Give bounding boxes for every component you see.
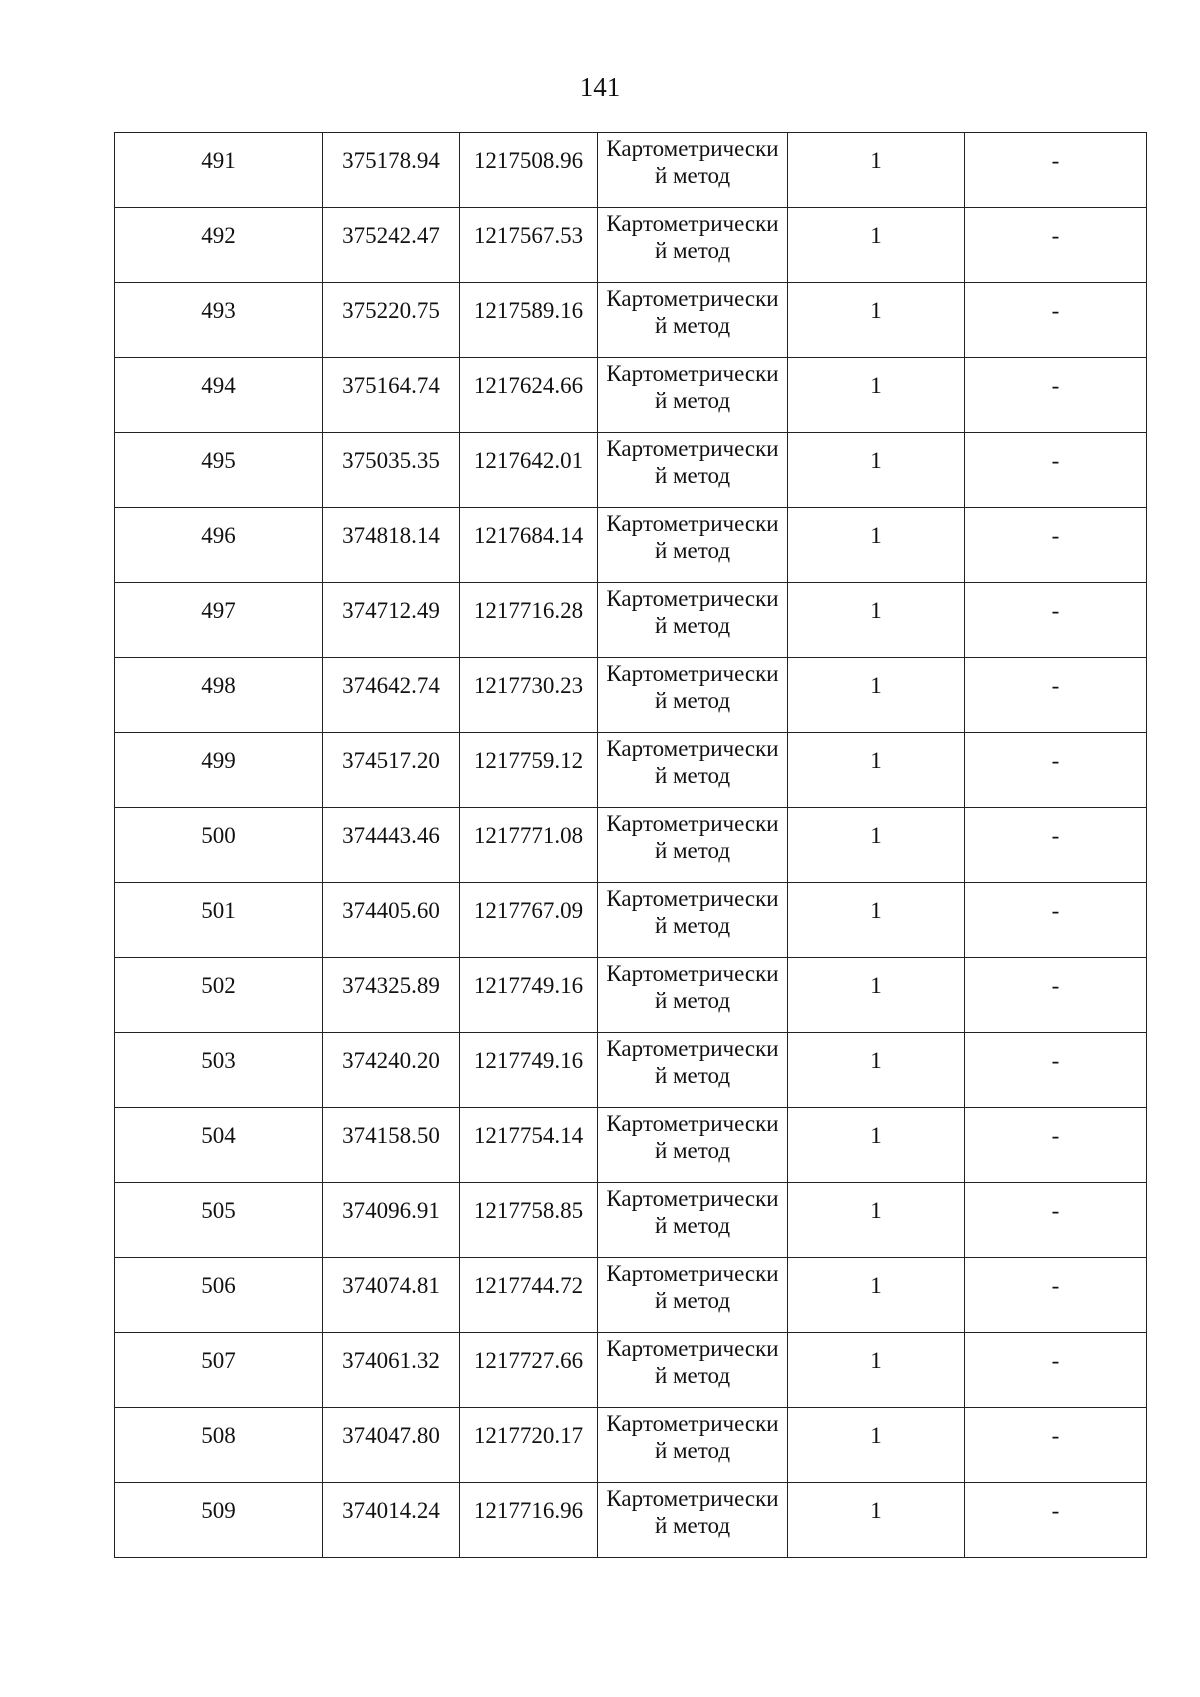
x-coordinate-cell	[323, 208, 460, 283]
note-cell-text: -	[1051, 598, 1060, 623]
x-coordinate-cell	[323, 883, 460, 958]
y-coordinate-cell	[460, 433, 598, 508]
method-line-2: й метод	[654, 688, 731, 713]
method-cell	[598, 283, 788, 358]
point-number-cell	[115, 1483, 323, 1558]
method-text	[598, 433, 787, 489]
method-text	[598, 1033, 787, 1089]
y-coordinate-cell-text: 1217589.16	[473, 298, 584, 323]
accuracy-cell	[788, 1408, 965, 1483]
x-coordinate-cell	[323, 1258, 460, 1333]
point-number-cell-text: 496	[201, 523, 236, 548]
method-line-2: й метод	[654, 163, 731, 188]
method-cell	[598, 133, 788, 208]
x-coordinate-cell-text: 374061.32	[342, 1348, 440, 1373]
method-line-1: Картометрически	[606, 586, 779, 611]
point-number-cell	[115, 1108, 323, 1183]
point-number-cell	[115, 583, 323, 658]
accuracy-cell-text: 1	[870, 1423, 882, 1448]
table-row	[115, 358, 1147, 433]
y-coordinate-cell-text: 1217744.72	[473, 1273, 584, 1298]
point-number-cell-text: 497	[201, 598, 236, 623]
note-cell	[965, 883, 1147, 958]
y-coordinate-cell	[460, 658, 598, 733]
point-number-cell	[115, 283, 323, 358]
accuracy-cell-text: 1	[870, 1198, 882, 1223]
point-number-cell-text: 492	[201, 223, 236, 248]
method-text	[598, 958, 787, 1014]
note-cell-text: -	[1051, 1498, 1060, 1523]
note-cell-text: -	[1051, 1273, 1060, 1298]
accuracy-cell	[788, 208, 965, 283]
note-cell-text: -	[1051, 823, 1060, 848]
table-row	[115, 1258, 1147, 1333]
method-line-1: Картометрически	[606, 286, 779, 311]
method-text	[598, 208, 787, 264]
note-cell-text: -	[1051, 1198, 1060, 1223]
y-coordinate-cell-text: 1217716.96	[473, 1498, 584, 1523]
accuracy-cell-text: 1	[870, 673, 882, 698]
y-coordinate-cell-text: 1217642.01	[473, 448, 584, 473]
y-coordinate-cell-text: 1217754.14	[473, 1123, 584, 1148]
y-coordinate-cell	[460, 733, 598, 808]
point-number-cell-text: 504	[201, 1123, 236, 1148]
point-number-cell	[115, 358, 323, 433]
table-row	[115, 808, 1147, 883]
note-cell-text: -	[1051, 523, 1060, 548]
accuracy-cell	[788, 583, 965, 658]
method-cell	[598, 583, 788, 658]
point-number-cell	[115, 208, 323, 283]
table-row	[115, 733, 1147, 808]
method-cell	[598, 433, 788, 508]
x-coordinate-cell-text: 374405.60	[342, 898, 440, 923]
y-coordinate-cell-text: 1217771.08	[473, 823, 584, 848]
note-cell	[965, 658, 1147, 733]
x-coordinate-cell-text: 374712.49	[342, 598, 440, 623]
method-text	[598, 1258, 787, 1314]
x-coordinate-cell	[323, 433, 460, 508]
point-number-cell	[115, 433, 323, 508]
method-cell	[598, 1333, 788, 1408]
point-number-cell	[115, 808, 323, 883]
accuracy-cell-text: 1	[870, 373, 882, 398]
point-number-cell	[115, 1183, 323, 1258]
note-cell-text: -	[1051, 1048, 1060, 1073]
x-coordinate-cell-text: 375164.74	[342, 373, 440, 398]
method-cell	[598, 1408, 788, 1483]
accuracy-cell	[788, 733, 965, 808]
y-coordinate-cell-text: 1217624.66	[473, 373, 584, 398]
y-coordinate-cell-text: 1217684.14	[473, 523, 584, 548]
y-coordinate-cell	[460, 1408, 598, 1483]
point-number-cell-text: 493	[201, 298, 236, 323]
method-cell	[598, 733, 788, 808]
method-cell	[598, 1108, 788, 1183]
x-coordinate-cell-text: 374158.50	[342, 1123, 440, 1148]
accuracy-cell-text: 1	[870, 598, 882, 623]
point-number-cell-text: 498	[201, 673, 236, 698]
point-number-cell-text: 506	[201, 1273, 236, 1298]
note-cell	[965, 1258, 1147, 1333]
method-text	[598, 133, 787, 189]
point-number-cell-text: 500	[201, 823, 236, 848]
point-number-cell-text: 494	[201, 373, 236, 398]
accuracy-cell	[788, 1108, 965, 1183]
accuracy-cell-text: 1	[870, 448, 882, 473]
x-coordinate-cell	[323, 1183, 460, 1258]
note-cell	[965, 433, 1147, 508]
method-cell	[598, 883, 788, 958]
x-coordinate-cell-text: 374074.81	[342, 1273, 440, 1298]
x-coordinate-cell	[323, 283, 460, 358]
x-coordinate-cell-text: 374240.20	[342, 1048, 440, 1073]
y-coordinate-cell-text: 1217758.85	[473, 1198, 584, 1223]
method-text	[598, 658, 787, 714]
x-coordinate-cell	[323, 658, 460, 733]
y-coordinate-cell	[460, 583, 598, 658]
method-cell	[598, 1033, 788, 1108]
note-cell	[965, 733, 1147, 808]
x-coordinate-cell-text: 374818.14	[342, 523, 440, 548]
note-cell	[965, 1033, 1147, 1108]
table-row	[115, 283, 1147, 358]
method-line-1: Картометрически	[606, 436, 779, 461]
table-row	[115, 208, 1147, 283]
x-coordinate-cell-text: 375178.94	[342, 148, 440, 173]
table-row	[115, 1033, 1147, 1108]
point-number-cell	[115, 1258, 323, 1333]
x-coordinate-cell	[323, 733, 460, 808]
accuracy-cell	[788, 433, 965, 508]
accuracy-cell	[788, 1333, 965, 1408]
y-coordinate-cell	[460, 1108, 598, 1183]
y-coordinate-cell-text: 1217567.53	[473, 223, 584, 248]
x-coordinate-cell-text: 374443.46	[342, 823, 440, 848]
method-line-2: й метод	[654, 1363, 731, 1388]
y-coordinate-cell	[460, 133, 598, 208]
table-row	[115, 1483, 1147, 1558]
method-text	[598, 508, 787, 564]
note-cell	[965, 1333, 1147, 1408]
method-text	[598, 1408, 787, 1464]
table-row	[115, 1108, 1147, 1183]
point-number-cell	[115, 733, 323, 808]
point-number-cell-text: 495	[201, 448, 236, 473]
x-coordinate-cell-text: 375242.47	[342, 223, 440, 248]
point-number-cell-text: 501	[201, 898, 236, 923]
point-number-cell-text: 509	[201, 1498, 236, 1523]
coordinates-table	[114, 132, 1147, 1558]
x-coordinate-cell-text: 374642.74	[342, 673, 440, 698]
y-coordinate-cell	[460, 1183, 598, 1258]
method-line-1: Картометрически	[606, 1261, 779, 1286]
method-cell	[598, 1483, 788, 1558]
x-coordinate-cell	[323, 808, 460, 883]
accuracy-cell-text: 1	[870, 1123, 882, 1148]
point-number-cell	[115, 883, 323, 958]
accuracy-cell	[788, 958, 965, 1033]
accuracy-cell	[788, 508, 965, 583]
x-coordinate-cell-text: 375220.75	[342, 298, 440, 323]
accuracy-cell-text: 1	[870, 298, 882, 323]
accuracy-cell-text: 1	[870, 973, 882, 998]
accuracy-cell	[788, 808, 965, 883]
note-cell	[965, 1408, 1147, 1483]
note-cell-text: -	[1051, 298, 1060, 323]
note-cell	[965, 1183, 1147, 1258]
y-coordinate-cell	[460, 358, 598, 433]
table-row	[115, 1183, 1147, 1258]
y-coordinate-cell	[460, 883, 598, 958]
method-text	[598, 583, 787, 639]
method-line-1: Картометрически	[606, 886, 779, 911]
coordinates-table-body	[115, 133, 1147, 1558]
note-cell	[965, 283, 1147, 358]
method-line-2: й метод	[654, 1513, 731, 1538]
accuracy-cell	[788, 358, 965, 433]
x-coordinate-cell-text: 374047.80	[342, 1423, 440, 1448]
x-coordinate-cell-text: 375035.35	[342, 448, 440, 473]
table-row	[115, 1333, 1147, 1408]
y-coordinate-cell	[460, 283, 598, 358]
method-line-2: й метод	[654, 838, 731, 863]
note-cell	[965, 808, 1147, 883]
method-cell	[598, 958, 788, 1033]
note-cell-text: -	[1051, 223, 1060, 248]
y-coordinate-cell-text: 1217759.12	[473, 748, 584, 773]
note-cell-text: -	[1051, 448, 1060, 473]
note-cell-text: -	[1051, 973, 1060, 998]
y-coordinate-cell	[460, 208, 598, 283]
method-line-2: й метод	[654, 463, 731, 488]
note-cell-text: -	[1051, 898, 1060, 923]
method-line-2: й метод	[654, 763, 731, 788]
y-coordinate-cell-text: 1217727.66	[473, 1348, 584, 1373]
point-number-cell	[115, 1333, 323, 1408]
x-coordinate-cell	[323, 1108, 460, 1183]
accuracy-cell-text: 1	[870, 148, 882, 173]
method-text	[598, 883, 787, 939]
y-coordinate-cell	[460, 1483, 598, 1558]
method-line-2: й метод	[654, 913, 731, 938]
accuracy-cell	[788, 1183, 965, 1258]
table-row	[115, 433, 1147, 508]
table-row	[115, 508, 1147, 583]
table-row	[115, 658, 1147, 733]
note-cell-text: -	[1051, 673, 1060, 698]
x-coordinate-cell	[323, 583, 460, 658]
point-number-cell	[115, 958, 323, 1033]
accuracy-cell-text: 1	[870, 1498, 882, 1523]
x-coordinate-cell	[323, 358, 460, 433]
accuracy-cell-text: 1	[870, 1273, 882, 1298]
method-line-1: Картометрически	[606, 511, 779, 536]
note-cell-text: -	[1051, 748, 1060, 773]
accuracy-cell-text: 1	[870, 898, 882, 923]
x-coordinate-cell-text: 374517.20	[342, 748, 440, 773]
accuracy-cell	[788, 658, 965, 733]
y-coordinate-cell	[460, 1258, 598, 1333]
method-line-2: й метод	[654, 1138, 731, 1163]
method-cell	[598, 658, 788, 733]
x-coordinate-cell	[323, 1033, 460, 1108]
method-line-1: Картометрически	[606, 1486, 779, 1511]
method-cell	[598, 208, 788, 283]
accuracy-cell-text: 1	[870, 823, 882, 848]
method-line-2: й метод	[654, 988, 731, 1013]
point-number-cell	[115, 1408, 323, 1483]
point-number-cell-text: 505	[201, 1198, 236, 1223]
note-cell	[965, 1483, 1147, 1558]
x-coordinate-cell-text: 374096.91	[342, 1198, 440, 1223]
x-coordinate-cell	[323, 133, 460, 208]
point-number-cell-text: 508	[201, 1423, 236, 1448]
point-number-cell-text: 503	[201, 1048, 236, 1073]
method-line-1: Картометрически	[606, 1411, 779, 1436]
table-row	[115, 133, 1147, 208]
method-line-2: й метод	[654, 1213, 731, 1238]
method-text	[598, 1108, 787, 1164]
y-coordinate-cell	[460, 1033, 598, 1108]
point-number-cell-text: 502	[201, 973, 236, 998]
method-line-2: й метод	[654, 1063, 731, 1088]
y-coordinate-cell	[460, 808, 598, 883]
point-number-cell-text: 499	[201, 748, 236, 773]
note-cell	[965, 1108, 1147, 1183]
method-text	[598, 1483, 787, 1539]
method-line-1: Картометрически	[606, 811, 779, 836]
note-cell	[965, 583, 1147, 658]
method-line-1: Картометрически	[606, 1336, 779, 1361]
x-coordinate-cell	[323, 958, 460, 1033]
method-line-2: й метод	[654, 238, 731, 263]
method-line-1: Картометрически	[606, 961, 779, 986]
accuracy-cell-text: 1	[870, 1048, 882, 1073]
y-coordinate-cell-text: 1217508.96	[473, 148, 584, 173]
note-cell-text: -	[1051, 373, 1060, 398]
page-number: 141	[579, 72, 621, 102]
method-line-2: й метод	[654, 538, 731, 563]
y-coordinate-cell	[460, 958, 598, 1033]
method-text	[598, 808, 787, 864]
method-line-2: й метод	[654, 1438, 731, 1463]
note-cell-text: -	[1051, 1423, 1060, 1448]
method-line-1: Картометрически	[606, 1036, 779, 1061]
y-coordinate-cell-text: 1217749.16	[473, 973, 584, 998]
x-coordinate-cell	[323, 508, 460, 583]
method-line-1: Картометрически	[606, 661, 779, 686]
method-line-1: Картометрически	[606, 1111, 779, 1136]
method-line-1: Картометрически	[606, 736, 779, 761]
x-coordinate-cell	[323, 1333, 460, 1408]
method-line-1: Картометрически	[606, 361, 779, 386]
note-cell	[965, 358, 1147, 433]
accuracy-cell	[788, 133, 965, 208]
y-coordinate-cell	[460, 508, 598, 583]
x-coordinate-cell-text: 374014.24	[342, 1498, 440, 1523]
x-coordinate-cell-text: 374325.89	[342, 973, 440, 998]
point-number-cell	[115, 133, 323, 208]
method-cell	[598, 508, 788, 583]
accuracy-cell	[788, 283, 965, 358]
point-number-cell-text: 507	[201, 1348, 236, 1373]
note-cell	[965, 208, 1147, 283]
x-coordinate-cell	[323, 1408, 460, 1483]
y-coordinate-cell-text: 1217716.28	[473, 598, 584, 623]
method-text	[598, 358, 787, 414]
accuracy-cell-text: 1	[870, 523, 882, 548]
table-row	[115, 958, 1147, 1033]
method-text	[598, 283, 787, 339]
method-line-2: й метод	[654, 313, 731, 338]
method-cell	[598, 1258, 788, 1333]
method-line-2: й метод	[654, 1288, 731, 1313]
accuracy-cell-text: 1	[870, 223, 882, 248]
note-cell	[965, 133, 1147, 208]
point-number-cell-text: 491	[201, 148, 236, 173]
method-line-2: й метод	[654, 388, 731, 413]
method-line-1: Картометрически	[606, 211, 779, 236]
table-row	[115, 1408, 1147, 1483]
method-text	[598, 733, 787, 789]
method-cell	[598, 808, 788, 883]
method-cell	[598, 1183, 788, 1258]
note-cell-text: -	[1051, 1348, 1060, 1373]
note-cell-text: -	[1051, 1123, 1060, 1148]
method-line-2: й метод	[654, 613, 731, 638]
method-text	[598, 1333, 787, 1389]
accuracy-cell-text: 1	[870, 748, 882, 773]
x-coordinate-cell	[323, 1483, 460, 1558]
accuracy-cell	[788, 1033, 965, 1108]
point-number-cell	[115, 658, 323, 733]
accuracy-cell	[788, 1258, 965, 1333]
method-cell	[598, 358, 788, 433]
note-cell-text: -	[1051, 148, 1060, 173]
method-line-1: Картометрически	[606, 1186, 779, 1211]
point-number-cell	[115, 508, 323, 583]
table-row	[115, 883, 1147, 958]
accuracy-cell-text: 1	[870, 1348, 882, 1373]
y-coordinate-cell-text: 1217730.23	[473, 673, 584, 698]
accuracy-cell	[788, 883, 965, 958]
note-cell	[965, 958, 1147, 1033]
y-coordinate-cell-text: 1217767.09	[473, 898, 584, 923]
accuracy-cell	[788, 1483, 965, 1558]
method-text	[598, 1183, 787, 1239]
table-row	[115, 583, 1147, 658]
y-coordinate-cell-text: 1217720.17	[473, 1423, 584, 1448]
y-coordinate-cell	[460, 1333, 598, 1408]
point-number-cell	[115, 1033, 323, 1108]
y-coordinate-cell-text: 1217749.16	[473, 1048, 584, 1073]
note-cell	[965, 508, 1147, 583]
method-line-1: Картометрически	[606, 136, 779, 161]
